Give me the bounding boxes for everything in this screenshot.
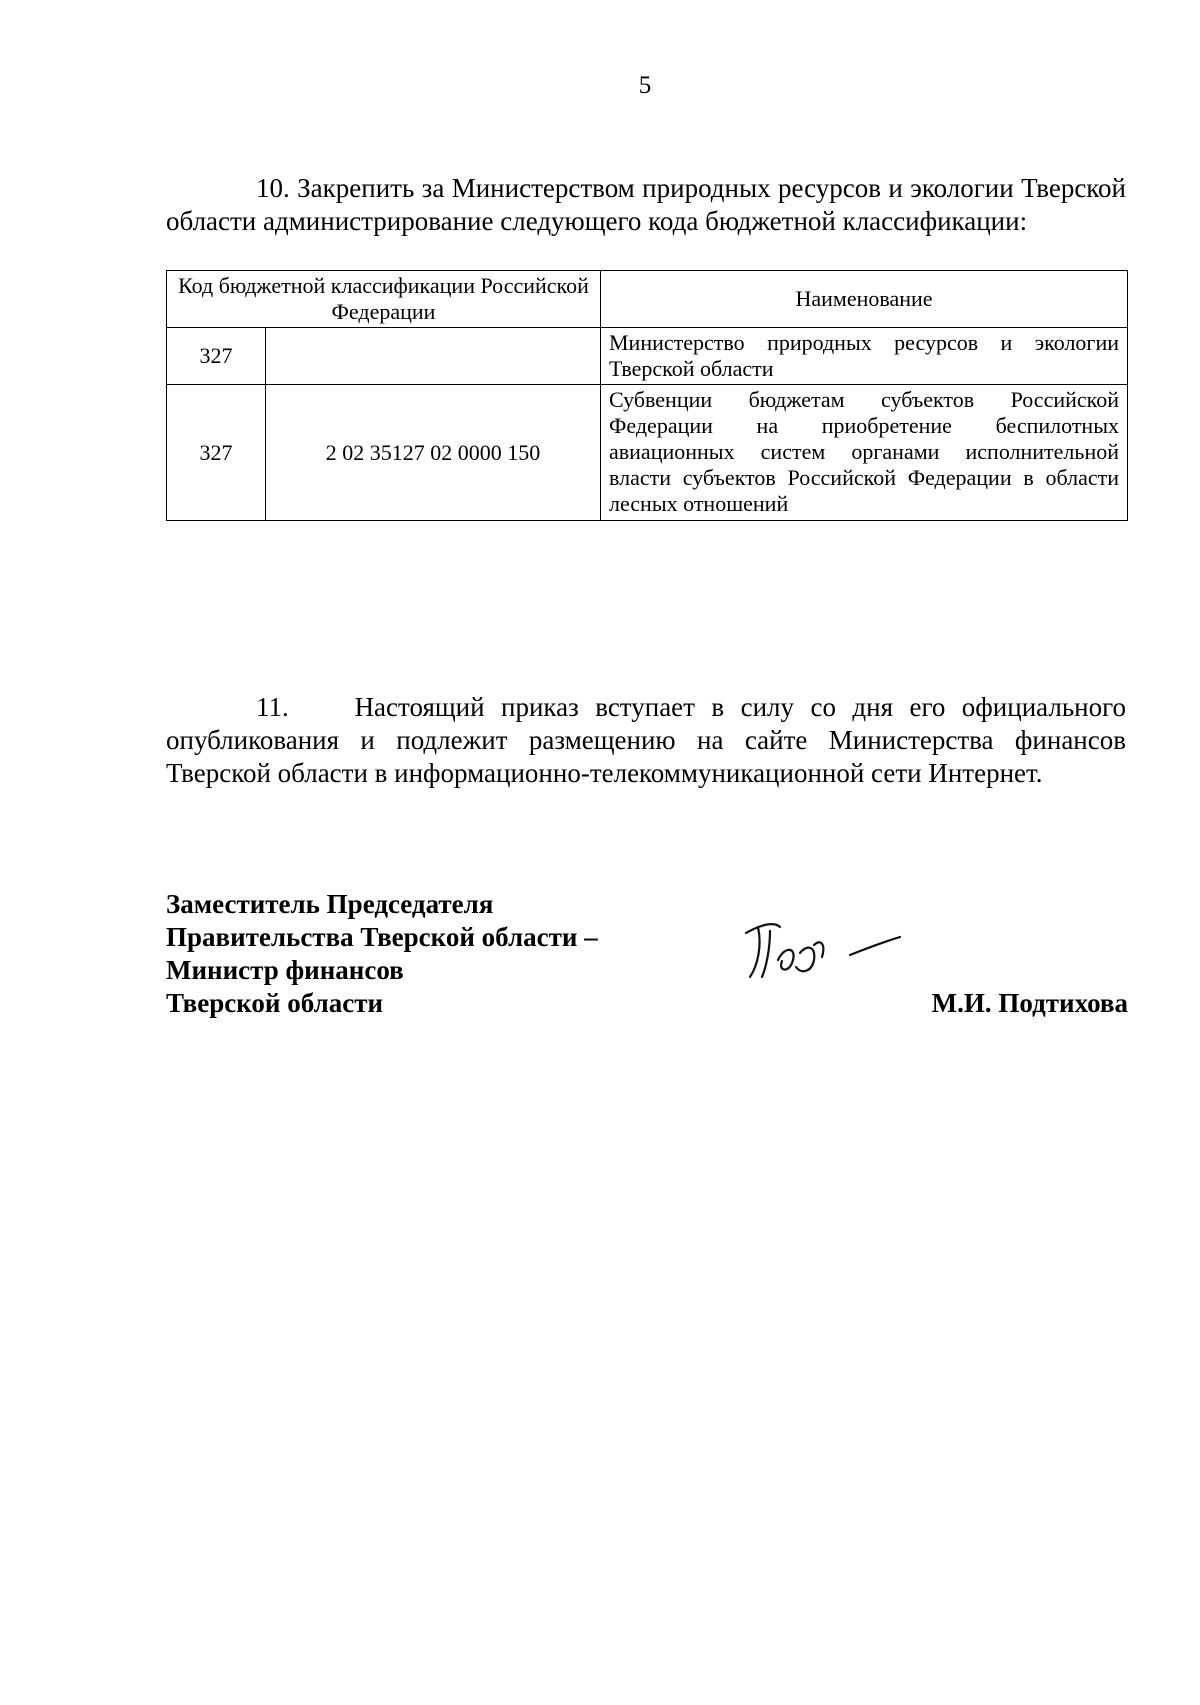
admin-code-cell: 327: [167, 385, 266, 521]
paragraph-11-text: Настоящий приказ вступает в силу со дня его официального опубликования и подлежит размещению на сайте Министерства финансов Тверской области в информационно-телекоммуникационной сети Интернет.: [166, 692, 1127, 788]
table-row: [167, 328, 1128, 385]
admin-code-cell: 327: [167, 328, 266, 385]
budget-code-cell: 2 02 35127 02 0000 150: [266, 385, 601, 521]
paragraph-11: [166, 691, 1126, 790]
paragraph-10: [166, 172, 1126, 238]
paragraph-10-text: Закрепить за Министерством природных ресурсов и экологии Тверской области администрирование следующего кода бюджетной классификации:: [166, 173, 1126, 236]
signature-stroke: [746, 924, 823, 977]
page-number: 5: [638, 72, 652, 99]
budget-classification-table: [166, 270, 1128, 521]
signature-dash: [850, 937, 900, 955]
signatory-title: [166, 888, 726, 1020]
name-cell: Министерство природных ресурсов и экологии Тверской области: [601, 328, 1128, 385]
budget-code-cell: [266, 328, 601, 385]
paragraph-11-number: 11.: [256, 692, 289, 722]
signatory-title-line: Тверской области: [166, 988, 384, 1018]
header-name: Наименование: [601, 271, 1128, 328]
handwritten-signature: [740, 905, 920, 995]
signatory-title-line: Правительства Тверской области –: [166, 922, 598, 952]
name-cell: Субвенции бюджетам субъектов Российской Федерации на приобретение беспилотных авиационных систем органами исполнительной власти субъектов Российской Федерации в области лесных отношений: [601, 385, 1128, 521]
table-header-row: [167, 271, 1128, 328]
signatory-name: М.И. Подтихова: [931, 988, 1128, 1018]
paragraph-10-number: 10.: [256, 173, 290, 203]
signatory-title-line: Заместитель Председателя: [166, 889, 494, 919]
table-row: [167, 385, 1128, 521]
header-code: Код бюджетной классификации Российской Федерации: [167, 271, 601, 328]
signatory-title-line: Министр финансов: [166, 955, 404, 985]
